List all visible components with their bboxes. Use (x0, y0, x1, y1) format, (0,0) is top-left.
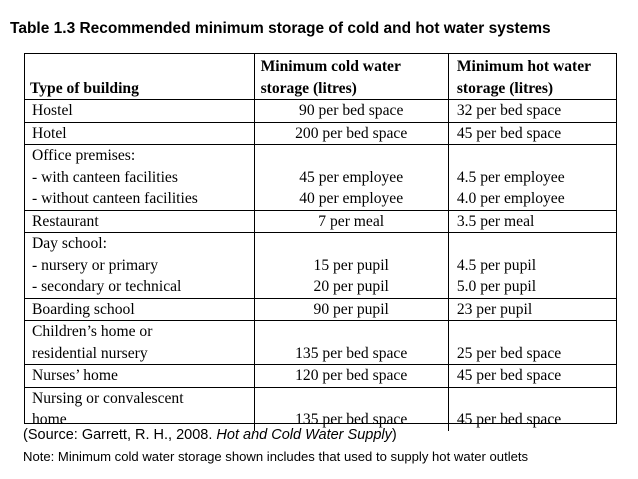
table-body (24, 100, 617, 431)
header-hot-water (448, 53, 617, 100)
cell-building-type-line: home (32, 411, 67, 428)
cell-building-type-line: Boarding school (32, 300, 135, 318)
cell-building-type (24, 210, 254, 233)
cell-cold-storage (254, 321, 448, 365)
cell-cold-storage-line: 7 per meal (318, 212, 385, 230)
cell-building-type (24, 321, 254, 365)
cell-cold-storage-line: 45 per employee (299, 168, 404, 186)
cell-cold-storage (254, 100, 448, 123)
cell-cold-storage-line (255, 388, 448, 410)
source-citation (23, 426, 397, 445)
cell-cold-storage (254, 387, 448, 431)
cell-hot-storage-line: 4.5 per pupil (456, 256, 537, 274)
cell-hot-storage-line: 45 per bed space (456, 124, 562, 142)
cell-cold-storage (254, 298, 448, 321)
cell-building-type (24, 122, 254, 145)
cell-hot-storage (448, 145, 617, 211)
cell-building-type (24, 298, 254, 321)
cell-hot-storage-line: 4.0 per employee (456, 190, 565, 207)
cell-hot-storage (448, 387, 617, 431)
table-row (24, 298, 617, 321)
cell-building-type-line: - with canteen facilities (32, 168, 178, 186)
cell-hot-storage-line: 32 per bed space (456, 102, 562, 119)
cell-building-type-line: - nursery or primary (32, 256, 159, 274)
cell-building-type-line: Office premises: (32, 147, 136, 164)
cell-building-type-line: Nursing or convalescent (32, 389, 184, 407)
table-row (24, 387, 617, 431)
source-book-title: Hot and Cold Water Supply (216, 427, 392, 443)
cell-hot-storage (448, 210, 617, 233)
header-hot-line1: Minimum hot water (456, 58, 592, 75)
cell-cold-storage-line (255, 321, 448, 343)
cell-cold-storage (254, 233, 448, 299)
cell-hot-storage-line: 5.0 per pupil (456, 278, 537, 295)
cell-cold-storage-line: 120 per bed space (295, 367, 408, 384)
cell-hot-storage-line: 3.5 per meal (456, 212, 535, 230)
cell-cold-storage-line: 135 per bed space (295, 344, 408, 362)
table-row (24, 100, 617, 123)
cell-cold-storage-line (255, 145, 448, 167)
cell-building-type-line: Restaurant (32, 212, 99, 230)
table-row (24, 210, 617, 233)
cell-hot-storage (448, 321, 617, 365)
cell-building-type-line: - secondary or technical (32, 278, 182, 295)
table-row (24, 145, 617, 211)
storage-table (24, 53, 617, 431)
header-cold-line1: Minimum cold water (260, 58, 401, 75)
cell-cold-storage (254, 210, 448, 233)
cell-building-type-line: Hotel (32, 124, 67, 142)
cell-cold-storage (254, 122, 448, 145)
table-header-row (24, 53, 617, 100)
header-type-label: Type of building (30, 79, 139, 97)
table-row (24, 233, 617, 299)
cell-cold-storage-line (255, 233, 448, 255)
cell-hot-storage-line: 45 per bed space (456, 411, 562, 428)
cell-cold-storage-line: 135 per bed space (295, 411, 408, 428)
cell-cold-storage-line: 15 per pupil (313, 256, 389, 274)
cell-building-type-line: Day school: (32, 235, 107, 252)
cell-cold-storage-line: 90 per pupil (313, 300, 389, 318)
header-type-of-building (24, 53, 254, 100)
cell-hot-storage (448, 298, 617, 321)
table-title: Table 1.3 Recommended minimum storage of cold and hot water systems (10, 20, 551, 37)
header-hot-line2: storage (litres) (456, 79, 554, 97)
header-cold-water (254, 53, 448, 100)
cell-hot-storage-line (457, 233, 617, 255)
cell-hot-storage-line (457, 321, 617, 343)
cell-cold-storage-line: 90 per bed space (299, 102, 404, 119)
cell-hot-storage-line (457, 388, 617, 410)
cell-cold-storage-line: 40 per employee (299, 190, 404, 207)
cell-building-type (24, 387, 254, 431)
cell-building-type (24, 100, 254, 123)
cell-building-type-line: Hostel (32, 102, 73, 119)
cell-hot-storage (448, 122, 617, 145)
cell-building-type (24, 233, 254, 299)
table-row (24, 122, 617, 145)
cell-hot-storage (448, 365, 617, 388)
cell-cold-storage (254, 145, 448, 211)
table-row (24, 365, 617, 388)
cell-hot-storage-line: 4.5 per employee (456, 168, 565, 186)
cell-hot-storage-line: 45 per bed space (456, 367, 562, 384)
table-row (24, 321, 617, 365)
cell-hot-storage (448, 233, 617, 299)
cell-cold-storage (254, 365, 448, 388)
cell-building-type-line: - without canteen facilities (32, 190, 198, 207)
cell-cold-storage-line: 20 per pupil (313, 278, 389, 295)
source-prefix: (Source: Garrett, R. H., 2008. (23, 427, 217, 443)
cell-building-type-line: Children’s home or (32, 323, 153, 340)
cell-building-type-line: residential nursery (32, 344, 148, 362)
cell-building-type (24, 365, 254, 388)
cell-hot-storage (448, 100, 617, 123)
header-cold-line2: storage (litres) (260, 79, 357, 97)
source-suffix: ) (391, 427, 397, 443)
cell-building-type-line: Nurses’ home (32, 367, 118, 384)
cell-hot-storage-line (457, 145, 617, 167)
cell-hot-storage-line: 25 per bed space (456, 344, 562, 362)
footnote: Note: Minimum cold water storage shown includes that used to supply hot water outlets (23, 449, 529, 464)
cell-hot-storage-line: 23 per pupil (456, 300, 533, 318)
cell-building-type (24, 145, 254, 211)
cell-cold-storage-line: 200 per bed space (295, 124, 408, 142)
